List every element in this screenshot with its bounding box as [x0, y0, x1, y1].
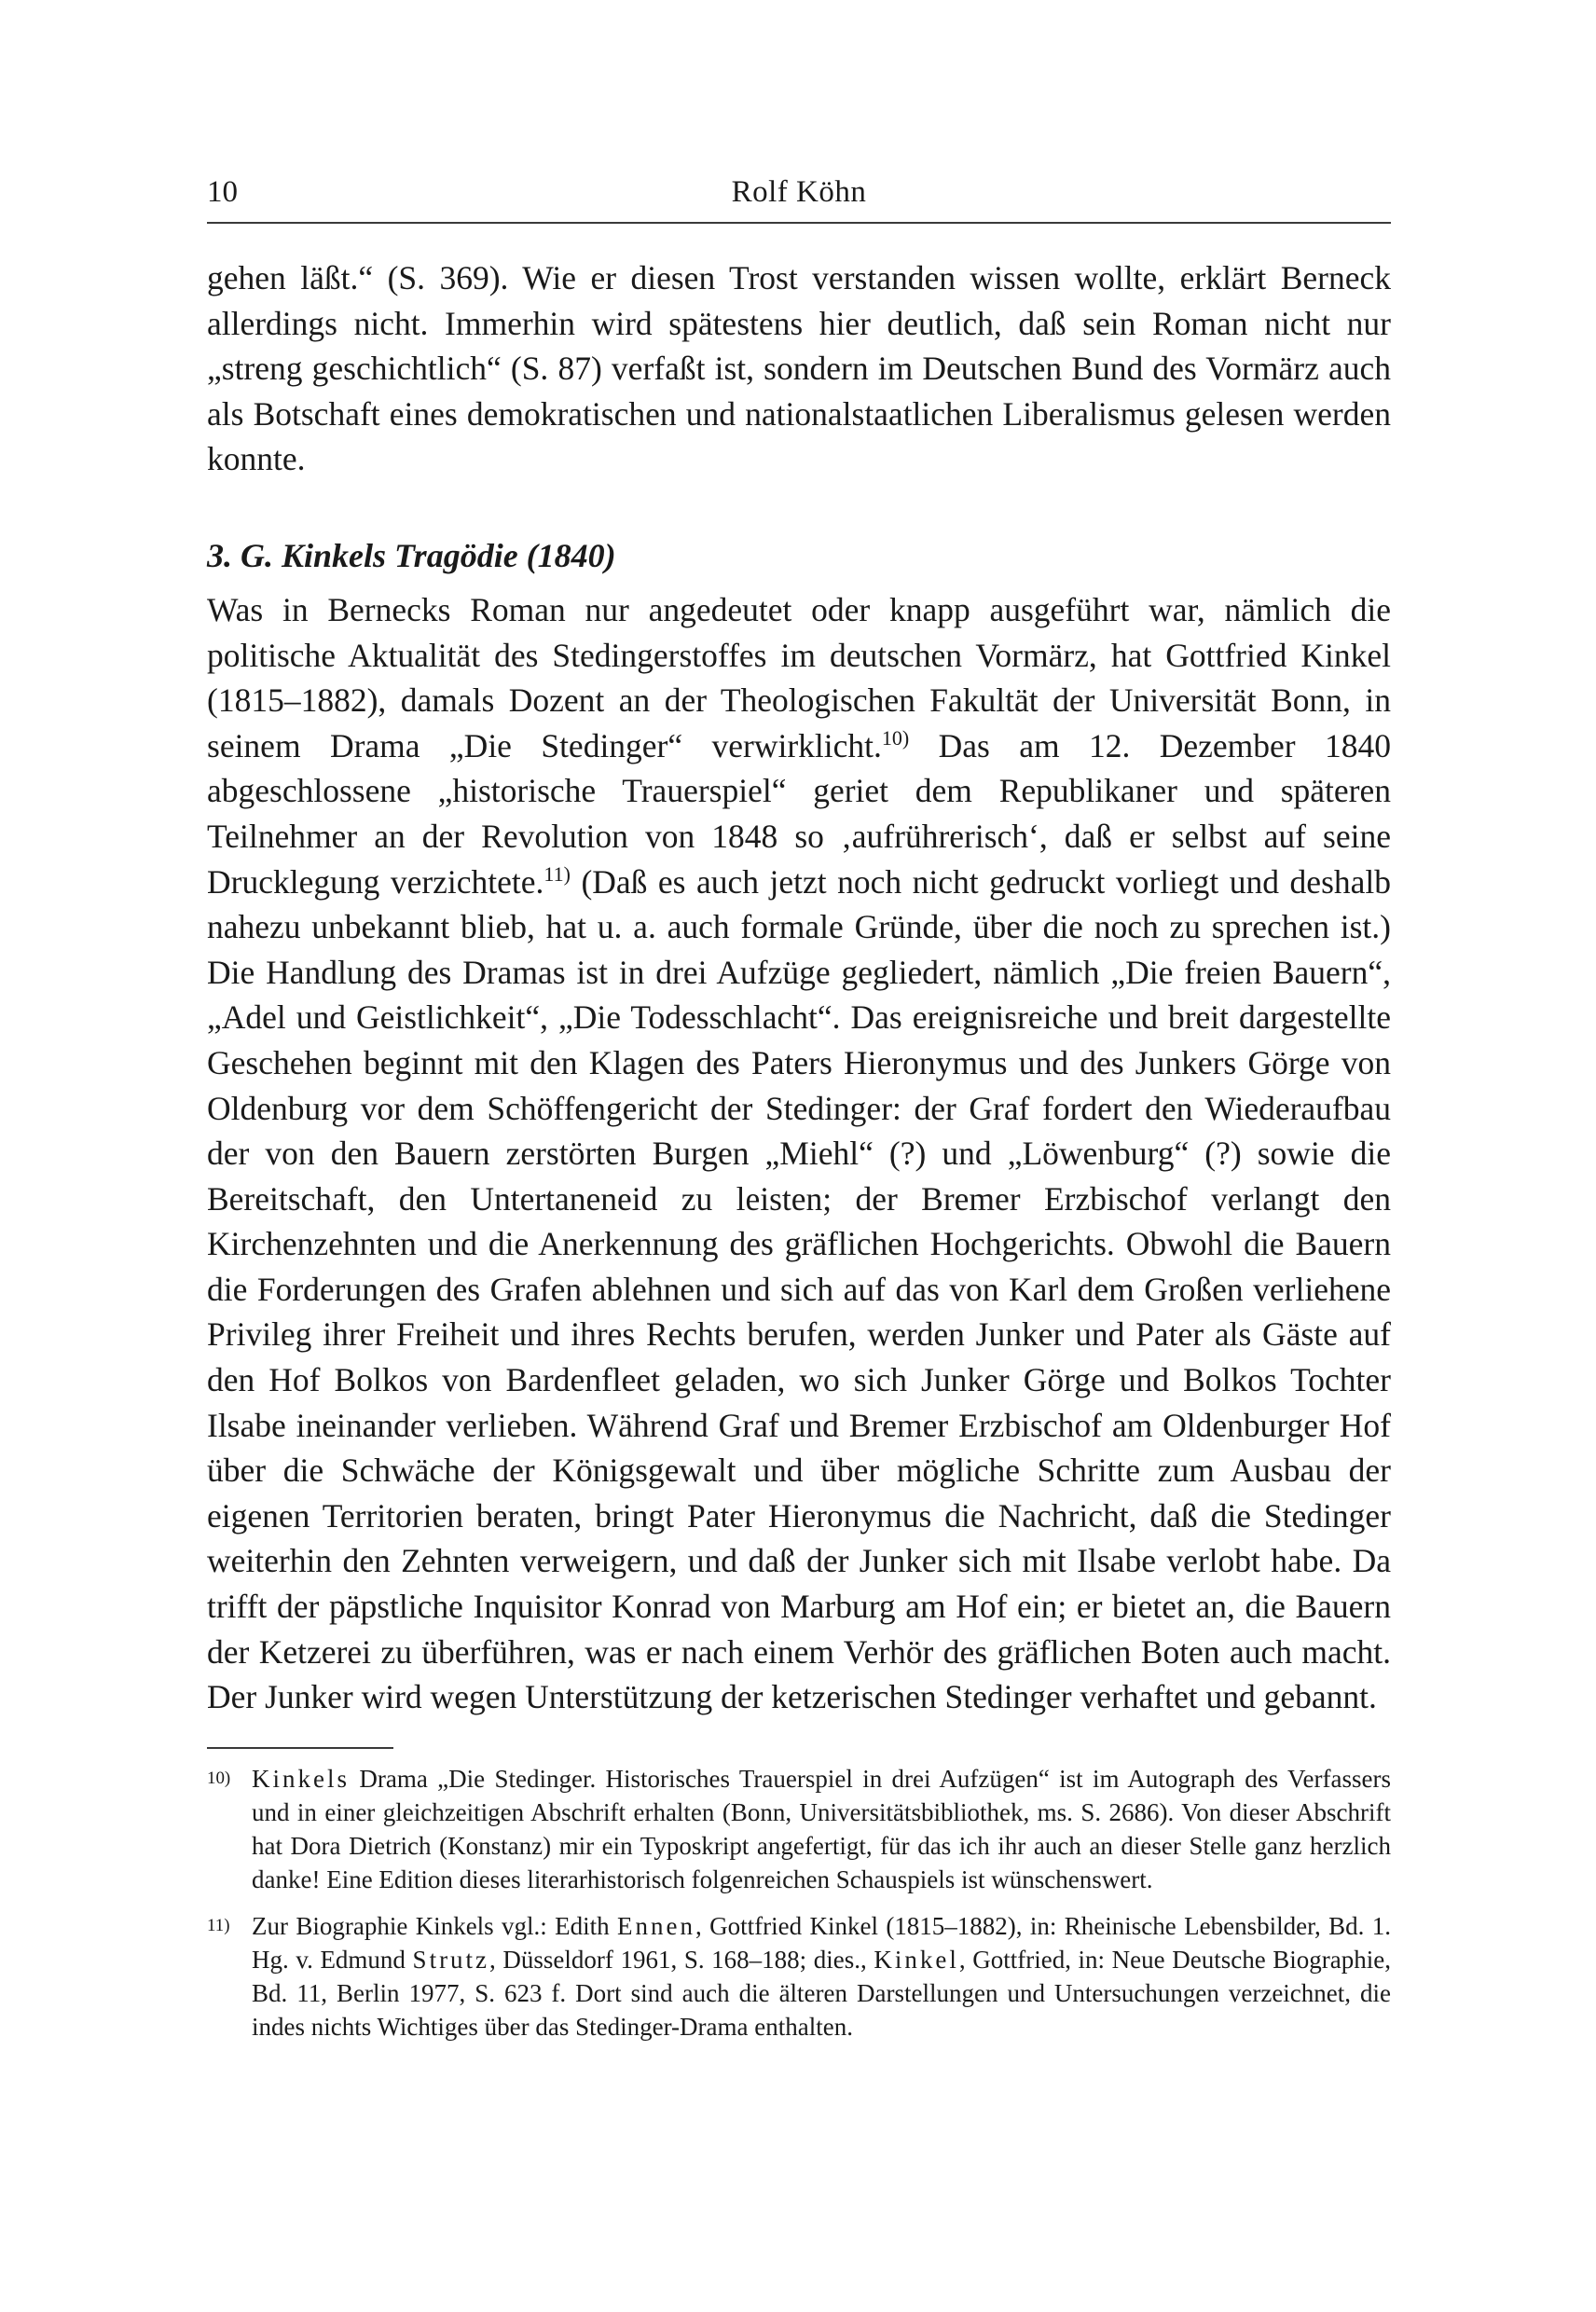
- footnote-marker: 11): [207, 1916, 230, 1935]
- footnote-10: [207, 1762, 1391, 1896]
- footnotes: [207, 1762, 1391, 2057]
- footnote-text: Drama „Die Stedinger. Historisches Trauerspiel in drei Aufzügen“ ist im Autograph des Verfassers und in einer gleichzeitigen Abschrift erhalten (Bonn, Universitätsbibliothek, ms. S. 2686). Von dieser Abschrift hat Dora Dietrich (Konstanz) mir ein Typoskript angefertigt, für das ich ihr auch an dieser Stelle ganz herzlich danke! Eine Edition dieses literarhistorisch folgenreichen Schauspiels ist wünschenswert.: [252, 1765, 1391, 1893]
- paragraph-continuation: gehen läßt.“ (S. 369). Wie er diesen Trost verstanden wissen wollte, erklärt Berneck allerdings nicht. Immerhin wird spätestens hier deutlich, daß sein Roman nicht nur „streng geschichtlich“ (S. 87) verfaßt ist, sondern im Deutschen Bund des Vormärz auch als Botschaft eines demokratischen und nationalstaatlichen Liberalismus gelesen werden konnte.: [207, 259, 1391, 478]
- footnote-ref-11[interactable]: 11): [543, 861, 571, 886]
- footnote-text: , Gottfried, in: Neue Deutsche Biographie, Bd. 11, Berlin 1977, S. 623 f. Dort sind auch die älteren Darstellungen und Untersuchungen verzeichnet, die indes nichts Wichtiges über das Stedinger-Drama enthalten.: [252, 1946, 1391, 2041]
- footnote-ref-10[interactable]: 10): [881, 725, 910, 750]
- header-rule: [207, 222, 1391, 224]
- footnote-author-name: Ennen: [617, 1912, 696, 1940]
- footnote-11: [207, 1909, 1391, 2044]
- footnote-text: , Gottfried Kinkel (1815–1882), in: Rheinische Lebensbilder, Bd. 1. Hg. v. Edmund: [252, 1912, 1391, 1974]
- footnote-text: , Düsseldorf 1961, S. 168–188; dies.,: [489, 1946, 874, 1974]
- paragraph-text: (Daß es auch jetzt noch nicht gedruckt vorliegt und deshalb nahezu unbekannt blieb, hat u. a. auch formale Gründe, über die noch zu sprechen ist.) Die Handlung des Dramas ist in drei Aufzüge gegliedert, nämlich „Die freien Bauern“, „Adel und Geistlichkeit“, „Die Todesschlacht“. Das ereignisreiche und breit dargestellte Geschehen beginnt mit den Klagen des Paters Hieronymus und des Junkers Görge von Oldenburg vor dem Schöffengericht der Stedinger: der Graf fordert den Wiederaufbau der von den Bauern zerstörten Burgen „Miehl“ (?) und „Löwenburg“ (?) sowie die Bereitschaft, den Untertaneneid zu leisten; der Bremer Erzbischof verlangt den Kirchenzehnten und die Anerkennung des gräflichen Hochgerichts. Obwohl die Bauern die Forderungen des Grafen ablehnen und sich auf das von Karl dem Großen verliehene Privileg ihrer Freiheit und ihres Rechts berufen, werden Junker und Pater als Gäste auf den Hof Bolkos von Bardenfleet geladen, wo sich Junker Görge und Bolkos Tochter Ilsabe ineinander verlieben. Während Graf und Bremer Erzbischof am Oldenburger Hof über die Schwäche der Königsgewalt und über mögliche Schritte zum Ausbau der eigenen Territorien beraten, bringt Pater Hieronymus die Nachricht, daß die Stedinger weiterhin den Zehnten verweigern, und daß der Junker sich mit Ilsabe verlobt habe. Da trifft der päpstliche Inquisitor Konrad von Marburg am Hof ein; er bietet an, die Bauern der Ketzerei zu überführen, was er nach einem Verhör des gräflichen Boten auch macht. Der Junker wird wegen Unterstützung der ketzerischen Stedinger verhaftet und gebannt.: [207, 862, 1391, 1716]
- main-text: [207, 255, 1391, 1720]
- paragraph-text: Was in Bernecks Roman nur angedeutet oder knapp ausgeführt war, nämlich die politische Aktualität des Stedingerstoffes im deutschen Vormärz, hat Gottfried Kinkel (1815–1882), damals Dozent an der Theologischen Fakultät der Universität Bonn, in seinem Drama „Die Stedinger“ verwirklicht.: [207, 590, 1391, 764]
- running-head-author: Rolf Köhn: [731, 175, 867, 209]
- page-header: [207, 168, 1391, 216]
- footnote-marker: 10): [207, 1768, 231, 1788]
- footnote-text: Zur Biographie Kinkels vgl.: Edith: [252, 1912, 618, 1940]
- paragraph-kinkel-tragedy: [207, 587, 1391, 1720]
- section-heading: 3. G. Kinkels Tragödie (1840): [207, 536, 616, 574]
- footnote-author-name: Kinkels: [252, 1765, 350, 1793]
- paragraph-text: Das am 12. Dezember 1840 abgeschlossene „historische Trauerspiel“ geriet dem Republikaner und späteren Teilnehmer an der Revolution von 1848 so ‚aufrührerisch‘, daß er selbst auf seine Drucklegung verzichtete.: [207, 726, 1391, 901]
- footnote-author-name: Kinkel: [874, 1946, 959, 1974]
- footnote-rule: [207, 1747, 393, 1749]
- footnote-author-name: Strutz: [412, 1946, 490, 1974]
- page-number: 10: [207, 175, 238, 209]
